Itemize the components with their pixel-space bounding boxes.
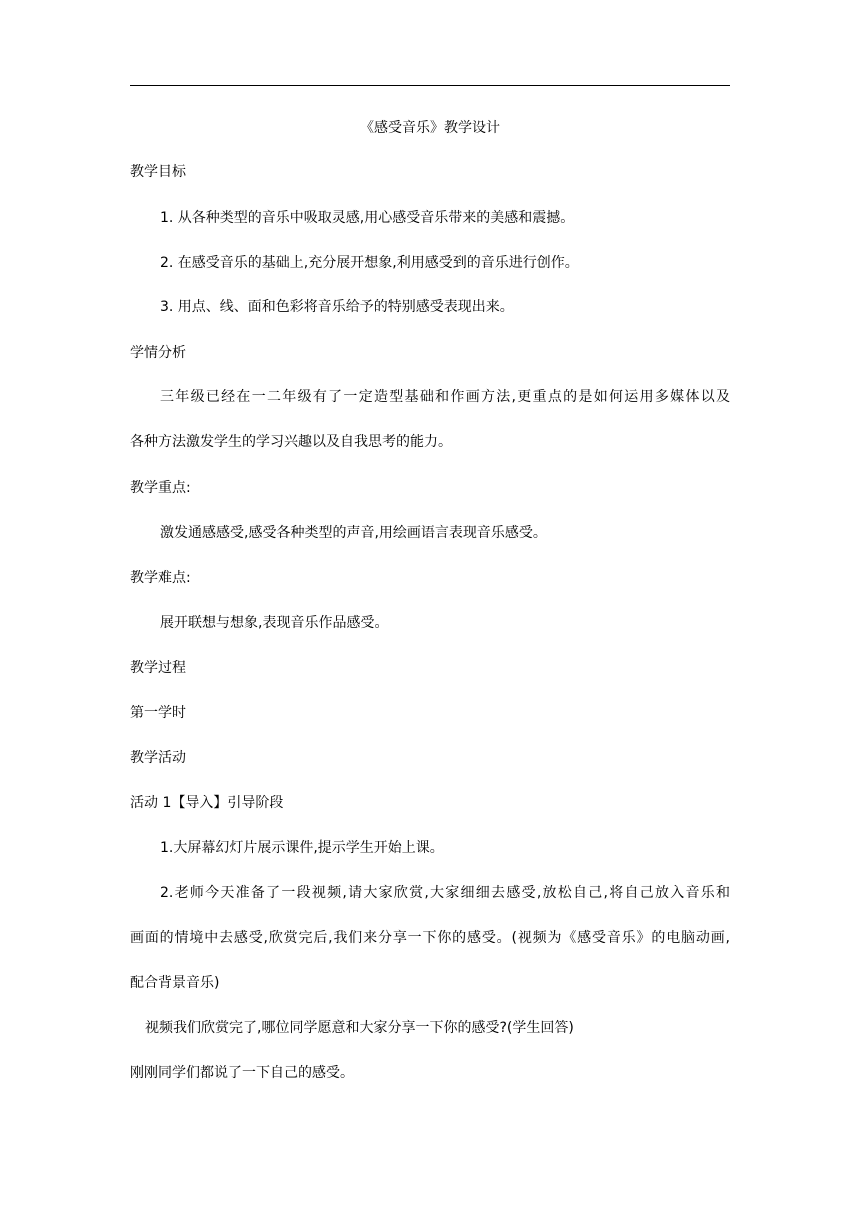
goal-item-1: 1. 从各种类型的音乐中吸取灵感,用心感受音乐带来的美感和震撼。 [160,210,575,226]
activity-1-question: 视频我们欣赏完了,哪位同学愿意和大家分享一下你的感受?(学生回答) [145,1020,574,1036]
difficulties-text: 展开联想与想象,表现音乐作品感受。 [160,615,389,631]
analysis-line-1: 三年级已经在一二年级有了一定造型基础和作画方法,更重点的是如何运用多媒体以及 [160,389,730,405]
activity-1-summary: 刚刚同学们都说了一下自己的感受。 [130,1065,354,1081]
document-title: 《感受音乐》教学设计 [360,120,500,136]
difficulties-heading: 教学难点: [130,570,191,586]
goal-item-3: 3. 用点、线、面和色彩将音乐给予的特别感受表现出来。 [160,299,514,315]
activity-1-step-2-line-3: 配合背景音乐) [130,975,220,991]
goal-item-2: 2. 在感受音乐的基础上,充分展开想象,利用感受到的音乐进行创作。 [160,255,579,271]
activity-1-heading: 活动 1【导入】引导阶段 [130,795,284,811]
activity-1-step-2-line-1: 2.老师今天准备了一段视频,请大家欣赏,大家细细去感受,放松自己,将自己放入音乐和 [160,885,730,901]
activities-heading: 教学活动 [130,750,186,766]
analysis-heading: 学情分析 [130,345,186,361]
activity-1-step-1: 1.大屏幕幻灯片展示课件,提示学生开始上课。 [160,840,444,856]
key-points-heading: 教学重点: [130,480,191,496]
analysis-line-2: 各种方法激发学生的学习兴趣以及自我思考的能力。 [130,434,452,450]
process-heading: 教学过程 [130,660,186,676]
period-heading: 第一学时 [130,705,186,721]
header-rule [130,85,730,86]
key-points-text: 激发通感感受,感受各种类型的声音,用绘画语言表现音乐感受。 [160,525,547,541]
activity-1-step-2-line-2: 画面的情境中去感受,欣赏完后,我们来分享一下你的感受。(视频为《感受音乐》的电脑动画, [130,930,730,946]
goals-heading: 教学目标 [130,164,186,180]
